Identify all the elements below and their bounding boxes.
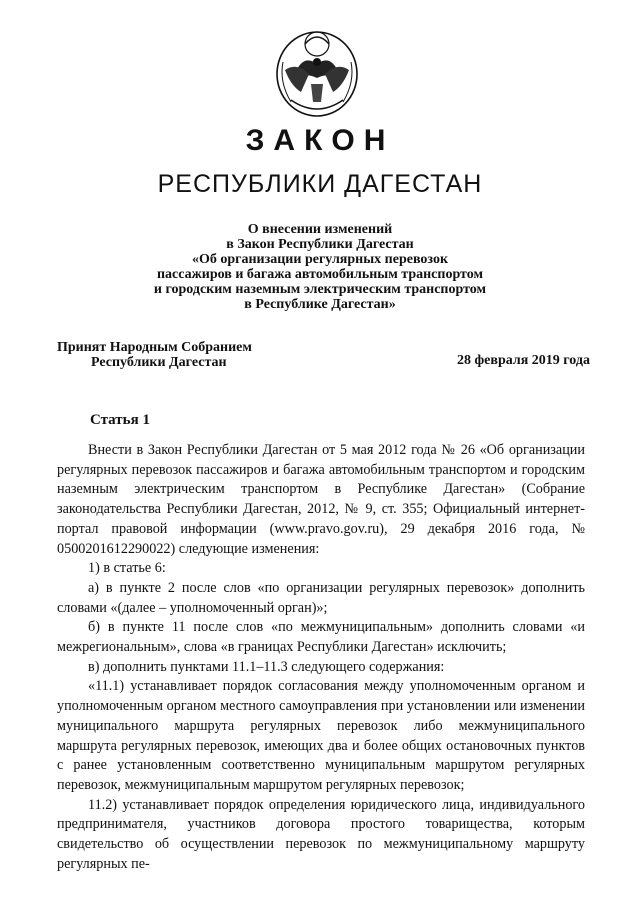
- law-subtitle: РЕСПУБЛИКИ ДАГЕСТАН: [157, 170, 483, 198]
- adoption-block: [57, 340, 252, 370]
- adoption-line: Республики Дагестан: [91, 355, 227, 370]
- subject-line: в Республике Дагестан»: [244, 297, 396, 312]
- article-heading: Статья 1: [90, 412, 150, 428]
- law-subject: [0, 222, 640, 312]
- adoption-line: Принят Народным Собранием: [57, 340, 252, 355]
- subject-line: О внесении изменений: [247, 222, 393, 237]
- coat-of-arms-icon: [271, 22, 363, 120]
- paragraph: б) в пункте 11 после слов «по межмуниципальным» дополнить словами «и межрегиональным», слова «в границах Республики Дагестан» исключить;: [57, 619, 585, 656]
- law-title: ЗАКОН: [245, 124, 395, 157]
- paragraph: 11.2) устанавливает порядок определения юридического лица, индивидуального предпринимателя, участников договора простого товарищества, которым свидетельство об осуществлении перевозок по межмуниципальному маршруту регулярных пе-: [57, 796, 585, 872]
- paragraph: Внести в Закон Республики Дагестан от 5 мая 2012 года № 26 «Об организации регулярных перевозок пассажиров и багажа автомобильным транспортом и городским наземным электрическим транспортом в Республике Дагестан» (Собрание законодательства Республики Дагестан, 2012, № 9, ст. 355; Официальный интернет-портал правовой информации (www.pravo.gov.ru), 29 декабря 2016 года, № 0500201612290022) следующие изменения:: [57, 442, 585, 557]
- subject-line: в Закон Республики Дагестан: [226, 237, 414, 252]
- paragraph: в) дополнить пунктами 11.1–11.3 следующего содержания:: [88, 658, 445, 675]
- paragraph: 1) в статье 6:: [88, 560, 166, 577]
- adoption-date: 28 февраля 2019 года: [457, 353, 590, 368]
- subject-line: «Об организации регулярных перевозок: [191, 252, 449, 267]
- paragraph: «11.1) устанавливает порядок согласования между уполномоченным органом и уполномоченным органом местного самоуправления при установлении или изменении муниципального маршрута регулярных перевозок либо межмуниципального маршрута регулярных перевозок, имеющих два и более общих остановочных пунктов с ранее установленным соответственно муниципальным маршрутом регулярных перевозок, межмуниципальным маршрутом регулярных перевозок;: [57, 678, 585, 793]
- subject-line: пассажиров и багажа автомобильным транспортом: [156, 267, 484, 282]
- article-body: [57, 441, 585, 874]
- subject-line: и городским наземным электрическим транспортом: [153, 282, 487, 297]
- paragraph: а) в пункте 2 после слов «по организации регулярных перевозок» дополнить словами «(далее – уполномоченный орган)»;: [57, 579, 585, 616]
